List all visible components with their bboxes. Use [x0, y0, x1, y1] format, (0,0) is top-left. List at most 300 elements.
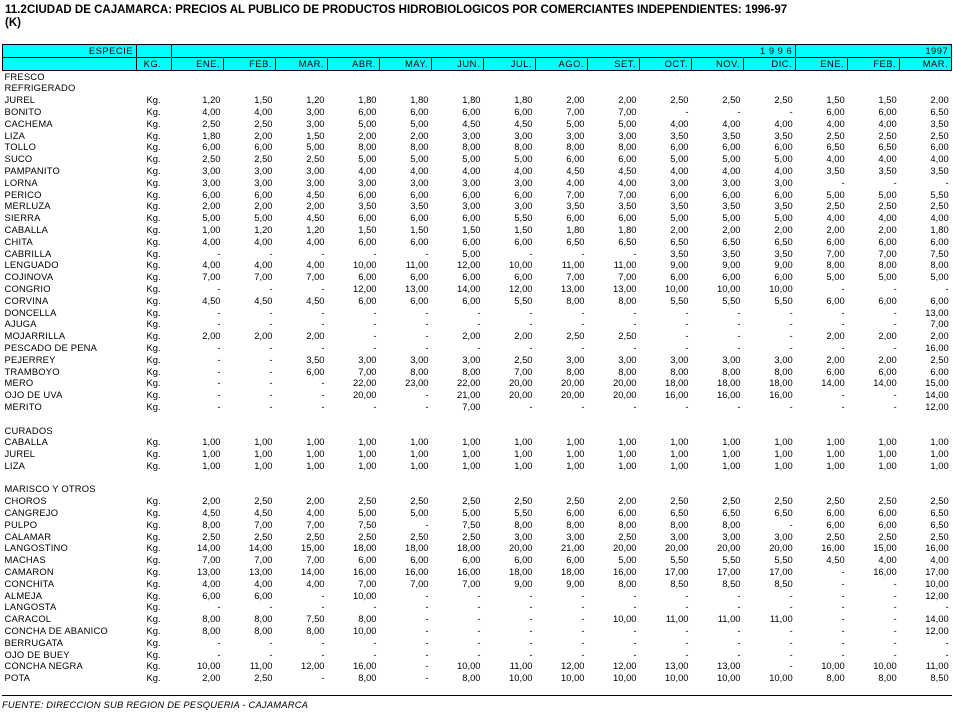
price-cell: 6,00: [462, 212, 481, 224]
price-cell: 1,00: [202, 223, 221, 235]
price-cell: 6,00: [254, 188, 273, 200]
price-cell: 4,50: [826, 554, 845, 566]
price-cell: 8,00: [618, 141, 637, 153]
price-cell: -: [945, 601, 949, 613]
price-cell: 6,00: [514, 188, 533, 200]
price-cell: 3,00: [514, 200, 533, 212]
header-row-years: [3, 45, 952, 58]
price-cell: 1,50: [358, 223, 377, 235]
price-cell: 1,00: [306, 459, 325, 471]
price-cell: -: [893, 613, 897, 625]
table-number: 11.2: [5, 4, 27, 16]
price-cell: -: [529, 648, 533, 660]
species-name: CARACOL: [4, 613, 52, 625]
table-row: [3, 401, 952, 413]
price-cell: 3,00: [202, 164, 221, 176]
price-cell: 2,50: [254, 495, 273, 507]
species-name: BERRUGATA: [4, 636, 64, 648]
header-month: FEB.: [848, 57, 900, 70]
price-cell: 17,00: [925, 566, 949, 578]
table-row: [3, 649, 952, 661]
source-note: FUENTE: DIRECCION SUB REGION DE PESQUERIA - CAJAMARCA: [2, 699, 309, 710]
price-cell: 6,00: [514, 554, 533, 566]
price-cell: 6,00: [410, 294, 429, 306]
price-cell: 3,00: [462, 200, 481, 212]
header-month: NOV.: [692, 57, 744, 70]
species-name: MERO: [4, 377, 34, 389]
price-cell: -: [425, 601, 429, 613]
price-cell: 3,50: [358, 200, 377, 212]
price-cell: 8,00: [670, 518, 689, 530]
price-cell: -: [477, 625, 481, 637]
price-cell: -: [529, 613, 533, 625]
species-name: CABALLA: [4, 223, 49, 235]
price-cell: 3,00: [566, 353, 585, 365]
price-cell: 1,00: [670, 436, 689, 448]
price-cell: 6,00: [878, 507, 897, 519]
price-cell: -: [321, 282, 325, 294]
price-cell: 6,00: [930, 294, 949, 306]
price-cell: 6,00: [254, 141, 273, 153]
price-cell: 10,00: [717, 282, 741, 294]
price-cell: 16,00: [925, 542, 949, 554]
price-cell: 2,00: [878, 353, 897, 365]
price-cell: 10,00: [457, 660, 481, 672]
price-cell: 16,00: [769, 389, 793, 401]
price-cell: -: [321, 636, 325, 648]
price-cell: 6,00: [358, 235, 377, 247]
price-cell: 1,00: [410, 436, 429, 448]
price-cell: 7,50: [462, 518, 481, 530]
species-name: LORNA: [4, 176, 38, 188]
price-cell: -: [685, 341, 689, 353]
price-cell: -: [685, 306, 689, 318]
price-cell: 2,50: [774, 94, 793, 106]
header-kg-blank: [137, 45, 172, 58]
price-cell: -: [373, 400, 377, 412]
price-cell: 6,50: [930, 105, 949, 117]
price-cell: 1,00: [774, 436, 793, 448]
price-cell: 2,00: [774, 223, 793, 235]
price-cell: 4,00: [202, 577, 221, 589]
price-cell: -: [269, 601, 273, 613]
table-row: [3, 601, 952, 613]
price-cell: 6,00: [410, 235, 429, 247]
price-cell: -: [841, 625, 845, 637]
price-cell: 4,00: [254, 577, 273, 589]
species-name: CONGRIO: [4, 282, 51, 294]
price-cell: 2,50: [410, 530, 429, 542]
price-cell: 7,00: [930, 318, 949, 330]
price-cell: 1,00: [930, 448, 949, 460]
price-cell: -: [685, 589, 689, 601]
price-cell: -: [945, 648, 949, 660]
price-cell: 8,00: [618, 577, 637, 589]
price-cell: 2,50: [202, 153, 221, 165]
price-cell: 1,00: [254, 459, 273, 471]
price-cell: 10,00: [717, 672, 741, 684]
price-cell: 16,00: [613, 566, 637, 578]
price-cell: -: [217, 377, 221, 389]
price-cell: 4,50: [306, 294, 325, 306]
species-name: CORVINA: [4, 294, 49, 306]
price-cell: 5,00: [774, 153, 793, 165]
price-cell: 2,50: [670, 94, 689, 106]
price-cell: -: [737, 601, 741, 613]
price-cell: -: [633, 247, 637, 259]
price-cell: 3,00: [462, 129, 481, 141]
price-cell: 6,00: [410, 212, 429, 224]
header-month: MAR.: [900, 57, 952, 70]
price-cell: 2,50: [878, 129, 897, 141]
price-cell: 1,00: [358, 448, 377, 460]
table-row: [3, 389, 952, 401]
price-cell: -: [685, 318, 689, 330]
species-name: MOJARRILLA: [4, 330, 66, 342]
unit-cell: Kg.: [146, 282, 161, 294]
price-cell: 2,50: [722, 495, 741, 507]
price-cell: 7,00: [618, 188, 637, 200]
price-cell: 3,50: [722, 247, 741, 259]
price-cell: -: [477, 601, 481, 613]
price-cell: 1,80: [410, 94, 429, 106]
unit-cell: Kg.: [146, 530, 161, 542]
price-cell: 4,50: [306, 212, 325, 224]
price-cell: 5,00: [826, 271, 845, 283]
unit-cell: Kg.: [146, 129, 161, 141]
price-cell: -: [841, 341, 845, 353]
price-cell: 6,00: [254, 589, 273, 601]
price-cell: -: [217, 353, 221, 365]
price-cell: 6,00: [826, 365, 845, 377]
unit-cell: Kg.: [146, 625, 161, 637]
price-cell: 4,00: [930, 554, 949, 566]
price-cell: 6,00: [670, 141, 689, 153]
price-cell: 10,00: [197, 660, 221, 672]
price-cell: 2,50: [826, 200, 845, 212]
species-name: CABALLA: [4, 436, 49, 448]
unit-cell: Kg.: [146, 554, 161, 566]
price-cell: 16,00: [821, 542, 845, 554]
price-cell: 10,00: [769, 672, 793, 684]
price-cell: 8,00: [202, 613, 221, 625]
price-cell: 3,00: [566, 530, 585, 542]
price-cell: -: [893, 176, 897, 188]
price-cell: 5,00: [618, 117, 637, 129]
price-cell: 4,50: [254, 294, 273, 306]
species-name: CONCHA NEGRA: [4, 660, 83, 672]
price-cell: 21,00: [457, 389, 481, 401]
price-cell: 10,00: [925, 577, 949, 589]
price-cell: -: [841, 613, 845, 625]
price-cell: 1,50: [306, 129, 325, 141]
price-cell: 16,00: [353, 660, 377, 672]
species-name: CALAMAR: [4, 530, 52, 542]
price-cell: 8,00: [566, 141, 585, 153]
price-cell: 1,50: [462, 223, 481, 235]
price-cell: 6,50: [930, 518, 949, 530]
price-cell: 4,00: [514, 164, 533, 176]
price-cell: 22,00: [457, 377, 481, 389]
header-month: JUL.: [484, 57, 536, 70]
price-cell: 7,00: [254, 554, 273, 566]
price-cell: 8,00: [722, 365, 741, 377]
header-month: DIC.: [744, 57, 796, 70]
price-cell: 4,50: [202, 294, 221, 306]
price-cell: 5,00: [930, 271, 949, 283]
price-cell: 3,50: [774, 200, 793, 212]
price-cell: 4,00: [826, 153, 845, 165]
price-cell: -: [789, 330, 793, 342]
price-cell: 1,00: [514, 448, 533, 460]
price-cell: 3,00: [306, 164, 325, 176]
price-cell: -: [269, 282, 273, 294]
price-cell: -: [529, 318, 533, 330]
price-cell: 5,00: [410, 507, 429, 519]
price-cell: 2,50: [254, 117, 273, 129]
price-cell: 1,20: [202, 94, 221, 106]
price-cell: 6,50: [618, 235, 637, 247]
price-cell: 2,00: [306, 200, 325, 212]
price-cell: 20,00: [353, 389, 377, 401]
price-cell: 1,00: [566, 436, 585, 448]
price-cell: 6,00: [618, 153, 637, 165]
price-cell: 12,00: [509, 282, 533, 294]
price-cell: 6,00: [878, 518, 897, 530]
price-cell: 12,00: [301, 660, 325, 672]
table-row: [3, 637, 952, 649]
price-cell: 5,00: [722, 153, 741, 165]
price-cell: 1,20: [306, 223, 325, 235]
price-cell: 1,80: [358, 94, 377, 106]
species-name: PULPO: [4, 518, 38, 530]
price-cell: -: [633, 341, 637, 353]
price-cell: 5,50: [670, 294, 689, 306]
price-cell: 2,50: [462, 495, 481, 507]
price-cell: -: [893, 648, 897, 660]
unit-cell: Kg.: [146, 294, 161, 306]
price-cell: -: [893, 306, 897, 318]
price-cell: 14,00: [925, 389, 949, 401]
price-cell: 11,00: [249, 660, 273, 672]
price-cell: -: [789, 518, 793, 530]
price-cell: 6,00: [358, 212, 377, 224]
price-cell: 1,80: [618, 223, 637, 235]
price-cell: -: [581, 318, 585, 330]
price-cell: 6,00: [202, 188, 221, 200]
price-cell: 12,00: [561, 660, 585, 672]
price-cell: 5,50: [514, 507, 533, 519]
spacer-row: [3, 472, 952, 484]
price-cell: 8,00: [618, 365, 637, 377]
price-cell: 5,50: [722, 294, 741, 306]
price-cell: 13,00: [405, 282, 429, 294]
price-cell: -: [217, 318, 221, 330]
table-row: [3, 495, 952, 507]
price-cell: 3,00: [462, 176, 481, 188]
price-cell: 2,00: [826, 353, 845, 365]
price-cell: 18,00: [717, 377, 741, 389]
price-cell: 3,50: [670, 129, 689, 141]
price-cell: -: [893, 318, 897, 330]
price-cell: -: [685, 636, 689, 648]
price-cell: -: [477, 341, 481, 353]
header-month: MAY.: [380, 57, 432, 70]
price-cell: -: [633, 648, 637, 660]
price-cell: 5,00: [514, 153, 533, 165]
price-cell: 2,00: [618, 495, 637, 507]
price-cell: 10,00: [769, 282, 793, 294]
price-cell: 13,00: [561, 282, 585, 294]
price-cell: 6,00: [774, 271, 793, 283]
price-cell: -: [789, 400, 793, 412]
price-cell: 7,00: [202, 271, 221, 283]
price-cell: -: [581, 625, 585, 637]
price-cell: 15,00: [301, 542, 325, 554]
price-cell: 2,00: [566, 94, 585, 106]
species-name: MERLUZA: [4, 200, 51, 212]
price-cell: 7,00: [358, 365, 377, 377]
price-cell: 6,00: [462, 294, 481, 306]
section-row: [3, 82, 952, 94]
price-cell: 2,00: [410, 129, 429, 141]
price-cell: 1,00: [722, 436, 741, 448]
price-cell: 6,00: [514, 105, 533, 117]
unit-cell: Kg.: [146, 176, 161, 188]
price-cell: 4,00: [358, 164, 377, 176]
price-cell: -: [373, 330, 377, 342]
price-cell: 12,00: [925, 400, 949, 412]
table-row: [3, 342, 952, 354]
price-cell: -: [737, 105, 741, 117]
price-cell: -: [529, 341, 533, 353]
species-name: OJO DE UVA: [4, 389, 63, 401]
price-cell: 4,00: [878, 153, 897, 165]
price-cell: 6,00: [306, 365, 325, 377]
species-name: CONCHA DE ABANICO: [4, 625, 108, 637]
table-row: [3, 672, 952, 684]
price-cell: -: [269, 389, 273, 401]
price-cell: 8,00: [358, 613, 377, 625]
price-cell: 6,00: [774, 141, 793, 153]
price-cell: 20,00: [613, 542, 637, 554]
price-cell: 20,00: [561, 389, 585, 401]
price-cell: 8,00: [826, 672, 845, 684]
price-cell: 2,00: [826, 330, 845, 342]
price-cell: 4,00: [670, 117, 689, 129]
price-cell: 7,00: [566, 188, 585, 200]
price-cell: 10,00: [821, 660, 845, 672]
price-cell: 3,50: [930, 164, 949, 176]
price-cell: 2,50: [930, 353, 949, 365]
price-cell: 5,50: [774, 554, 793, 566]
price-cell: 2,50: [670, 495, 689, 507]
price-cell: 4,00: [306, 507, 325, 519]
price-cell: 12,00: [457, 259, 481, 271]
price-cell: -: [529, 625, 533, 637]
unit-cell: Kg.: [146, 377, 161, 389]
price-cell: -: [425, 672, 429, 684]
price-cell: 8,00: [514, 518, 533, 530]
price-cell: 7,50: [930, 247, 949, 259]
price-cell: 6,00: [462, 235, 481, 247]
species-name: PESCADO DE PENA: [4, 341, 98, 353]
species-name: BONITO: [4, 105, 42, 117]
price-cell: 5,00: [566, 117, 585, 129]
price-cell: 14,00: [925, 613, 949, 625]
species-name: MERITO: [4, 400, 42, 412]
unit-cell: Kg.: [146, 105, 161, 117]
price-cell: -: [737, 318, 741, 330]
price-table: [2, 44, 952, 684]
price-cell: 5,00: [306, 141, 325, 153]
price-cell: -: [841, 589, 845, 601]
price-cell: -: [737, 636, 741, 648]
price-cell: 6,50: [930, 507, 949, 519]
price-cell: 7,00: [462, 577, 481, 589]
price-cell: 18,00: [405, 542, 429, 554]
price-cell: 2,00: [878, 223, 897, 235]
price-cell: -: [841, 636, 845, 648]
species-name: LANGOSTA: [4, 601, 57, 613]
price-cell: 3,50: [826, 164, 845, 176]
price-cell: -: [425, 589, 429, 601]
price-cell: -: [841, 318, 845, 330]
price-cell: 4,00: [774, 164, 793, 176]
header-year-1997: 1997: [796, 45, 952, 58]
price-cell: 4,00: [826, 117, 845, 129]
species-name: LANGOSTINO: [4, 542, 68, 554]
table-row: [3, 224, 952, 236]
price-cell: -: [841, 389, 845, 401]
price-cell: 6,00: [410, 188, 429, 200]
price-cell: 3,00: [358, 353, 377, 365]
price-cell: -: [893, 400, 897, 412]
price-cell: 7,00: [306, 518, 325, 530]
price-cell: 3,50: [618, 200, 637, 212]
section-row: [3, 70, 952, 82]
table-row: [3, 153, 952, 165]
price-cell: 20,00: [613, 377, 637, 389]
price-cell: 2,50: [930, 495, 949, 507]
price-cell: -: [425, 518, 429, 530]
spacer-cell: [3, 472, 952, 484]
price-cell: 1,00: [826, 448, 845, 460]
price-cell: 12,00: [613, 660, 637, 672]
price-cell: -: [841, 577, 845, 589]
price-cell: -: [893, 282, 897, 294]
price-cell: -: [217, 601, 221, 613]
price-cell: 3,50: [722, 129, 741, 141]
species-name: CABRILLA: [4, 247, 52, 259]
price-cell: 1,80: [202, 129, 221, 141]
price-cell: 1,00: [202, 459, 221, 471]
price-cell: 8,00: [826, 259, 845, 271]
bottom-rule: [2, 695, 952, 696]
price-cell: 11,00: [665, 613, 689, 625]
table-row: [3, 519, 952, 531]
unit-cell: Kg.: [146, 306, 161, 318]
price-cell: 3,00: [306, 117, 325, 129]
species-name: CAMARON: [4, 566, 54, 578]
price-cell: 2,00: [618, 94, 637, 106]
price-cell: 6,00: [358, 188, 377, 200]
price-cell: 1,00: [306, 448, 325, 460]
price-cell: 3,00: [462, 353, 481, 365]
price-cell: 14,00: [301, 566, 325, 578]
price-cell: 6,00: [618, 212, 637, 224]
price-cell: 5,00: [618, 554, 637, 566]
